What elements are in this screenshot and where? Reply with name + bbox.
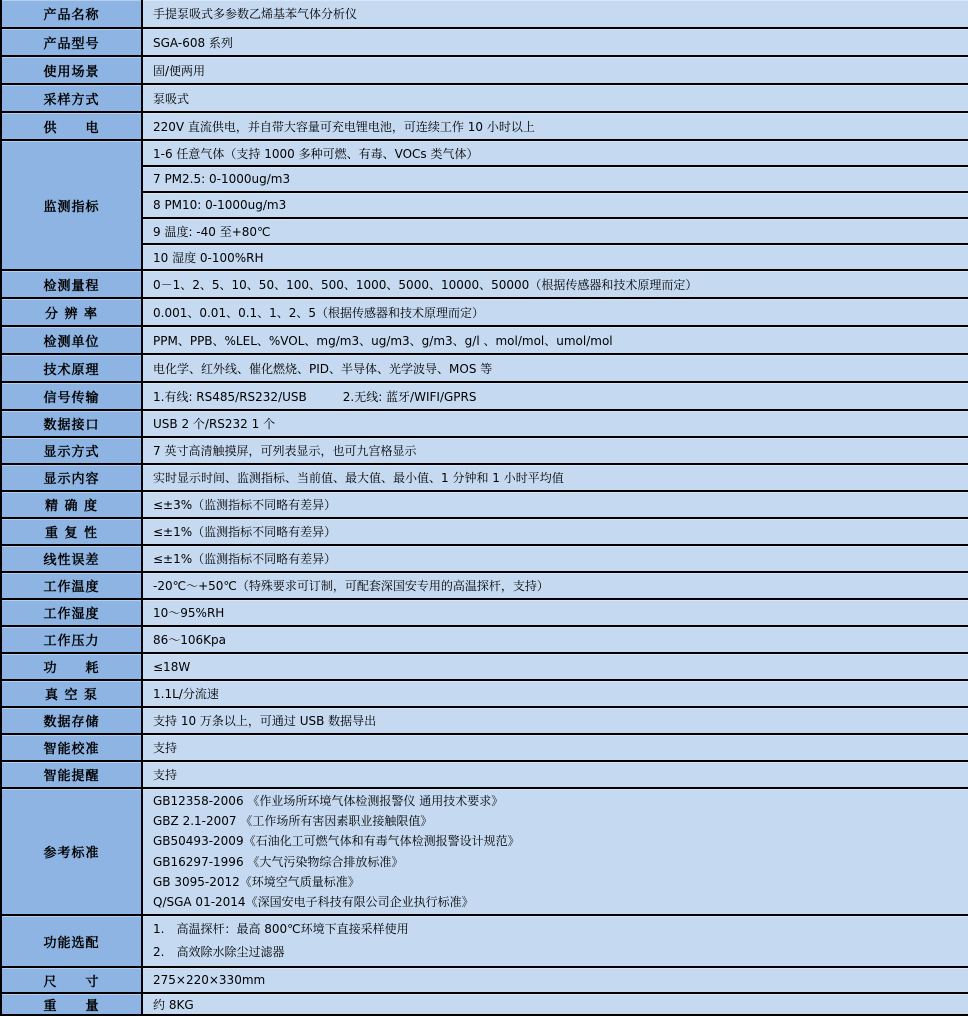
- row-value: 0.001、0.01、0.1、1、2、5（根据传感器和技术原理而定）: [142, 298, 968, 326]
- table-row-data-storage: [1, 707, 968, 734]
- row-value: 实时显示时间、监测指标、当前值、最大值、最小值、1 分钟和 1 小时平均值: [142, 464, 968, 491]
- row-value: 支持: [142, 734, 968, 761]
- row-value: ≤±1%（监测指标不同略有差异）: [142, 518, 968, 545]
- row-value: USB 2 个/RS232 1 个: [142, 410, 968, 437]
- table-row-model: [1, 28, 968, 56]
- standard-line: GB 3095-2012《环境空气质量标准》: [153, 874, 360, 889]
- monitor-sub-row: 10 湿度 0-100%RH: [142, 244, 968, 270]
- row-value: ≤18W: [142, 653, 968, 680]
- row-value: PPM、PPB、%LEL、%VOL、mg/m3、ug/m3、g/m3、g/l 、mol/mol、umol/mol: [142, 326, 968, 354]
- row-value: 275×220×330mm: [142, 967, 968, 993]
- standard-line: GBZ 2.1-2007 《工作场所有害因素职业接触限值》: [153, 814, 433, 829]
- table-row-product-name: [1, 0, 968, 28]
- row-label: 工作压力: [1, 626, 142, 653]
- row-value: 220V 直流供电，并自带大容量可充电锂电池，可连续工作 10 小时以上: [142, 112, 968, 140]
- table-row-sampling: [1, 84, 968, 112]
- row-label: 功 耗: [1, 653, 142, 680]
- table-row-principle: [1, 354, 968, 382]
- monitor-sub-row: 7 PM2.5: 0-1000ug/m3: [142, 166, 968, 192]
- table-row-work-humidity: [1, 599, 968, 626]
- row-value: 约 8KG: [142, 993, 968, 1015]
- row-label: 重 复 性: [1, 518, 142, 545]
- row-label: 使用场景: [1, 56, 142, 84]
- row-label: 功能选配: [1, 915, 142, 967]
- table-row-usage-scene: [1, 56, 968, 84]
- standard-line: GB50493-2009《石油化工可燃气体和有毒气体检测报警设计规范》: [153, 834, 520, 849]
- table-row-consumption: [1, 653, 968, 680]
- row-value: 10～95%RH: [142, 599, 968, 626]
- row-label: 智能校准: [1, 734, 142, 761]
- row-value: ≤±1%（监测指标不同略有差异）: [142, 545, 968, 572]
- option-line: 1. 高温探杆：最高 800℃环境下直接采样使用: [153, 922, 409, 937]
- row-value: ≤±3%（监测指标不同略有差异）: [142, 491, 968, 518]
- row-value: 固/便两用: [142, 56, 968, 84]
- row-label: 工作湿度: [1, 599, 142, 626]
- table-row-monitor-sub: [1, 244, 968, 270]
- row-value-multiline: [142, 788, 968, 915]
- row-value: 手提泵吸式多参数乙烯基苯气体分析仪: [142, 0, 968, 28]
- row-label: 重 量: [1, 993, 142, 1015]
- row-value-multiline: [142, 915, 968, 967]
- standard-line: Q/SGA 01-2014《深国安电子科技有限公司企业执行标准》: [153, 895, 474, 910]
- table-row-monitor-sub: [1, 166, 968, 192]
- row-label: 工作温度: [1, 572, 142, 599]
- table-row-display-mode: [1, 437, 968, 464]
- row-label: 产品型号: [1, 28, 142, 56]
- table-row-range: [1, 270, 968, 298]
- option-line: 2. 高效除水除尘过滤器: [153, 945, 285, 960]
- monitor-sub-row: 9 温度: -40 至+80℃: [142, 218, 968, 244]
- row-label-merged: 监测指标: [1, 140, 142, 270]
- table-row-monitor-sub: [1, 218, 968, 244]
- row-label: 检测单位: [1, 326, 142, 354]
- standard-line: GB16297-1996 《大气污染物综合排放标准》: [153, 854, 404, 869]
- table-row-data-interface: [1, 410, 968, 437]
- table-row-optional-features: [1, 915, 968, 967]
- table-row-repeatability: [1, 518, 968, 545]
- table-row-weight: [1, 993, 968, 1015]
- row-label: 尺 寸: [1, 967, 142, 993]
- row-label: 数据接口: [1, 410, 142, 437]
- table-row-dimensions: [1, 967, 968, 993]
- row-value: 泵吸式: [142, 84, 968, 112]
- table-row-monitor-sub: [1, 192, 968, 218]
- row-label: 信号传输: [1, 382, 142, 410]
- row-label: 显示内容: [1, 464, 142, 491]
- table-row-accuracy: [1, 491, 968, 518]
- table-row-work-pressure: [1, 626, 968, 653]
- row-label: 分 辨 率: [1, 298, 142, 326]
- row-value: SGA-608 系列: [142, 28, 968, 56]
- table-row-signal: [1, 382, 968, 410]
- table-row-reference-standards: [1, 788, 968, 915]
- table-row-display-content: [1, 464, 968, 491]
- table-row-power: [1, 112, 968, 140]
- row-label: 检测量程: [1, 270, 142, 298]
- table-row-units: [1, 326, 968, 354]
- table-row-vacuum-pump: [1, 680, 968, 707]
- row-value: 1.有线: RS485/RS232/USB 2.无线: 蓝牙/WIFI/GPRS: [142, 382, 968, 410]
- table-row-smart-reminder: [1, 761, 968, 788]
- row-label: 产品名称: [1, 0, 142, 28]
- table-row-resolution: [1, 298, 968, 326]
- table-row-monitor-indicators: [1, 140, 968, 166]
- monitor-sub-row: 1-6 任意气体（支持 1000 多种可燃、有毒、VOCs 类气体）: [142, 140, 968, 166]
- row-label: 参考标准: [1, 788, 142, 915]
- row-value: 86～106Kpa: [142, 626, 968, 653]
- table-row-smart-calibration: [1, 734, 968, 761]
- table-row-linearity: [1, 545, 968, 572]
- row-label: 线性误差: [1, 545, 142, 572]
- monitor-sub-row: 8 PM10: 0-1000ug/m3: [142, 192, 968, 218]
- row-label: 采样方式: [1, 84, 142, 112]
- row-label: 供 电: [1, 112, 142, 140]
- row-value: 支持: [142, 761, 968, 788]
- row-label: 精 确 度: [1, 491, 142, 518]
- row-label: 智能提醒: [1, 761, 142, 788]
- row-value: 0－1、2、5、10、50、100、500、1000、5000、10000、50000（根据传感器和技术原理而定）: [142, 270, 968, 298]
- row-label: 显示方式: [1, 437, 142, 464]
- row-label: 技术原理: [1, 354, 142, 382]
- row-label: 数据存储: [1, 707, 142, 734]
- table-row-work-temp: [1, 572, 968, 599]
- row-value: -20℃～+50℃（特殊要求可订制，可配套深国安专用的高温探杆，支持）: [142, 572, 968, 599]
- row-value: 1.1L/分流速: [142, 680, 968, 707]
- standard-line: GB12358-2006 《作业场所环境气体检测报警仪 通用技术要求》: [153, 794, 504, 808]
- row-value: 支持 10 万条以上，可通过 USB 数据导出: [142, 707, 968, 734]
- row-label: 真 空 泵: [1, 680, 142, 707]
- row-value: 电化学、红外线、催化燃烧、PID、半导体、光学波导、MOS 等: [142, 354, 968, 382]
- row-value: 7 英寸高清触摸屏，可列表显示，也可九宫格显示: [142, 437, 968, 464]
